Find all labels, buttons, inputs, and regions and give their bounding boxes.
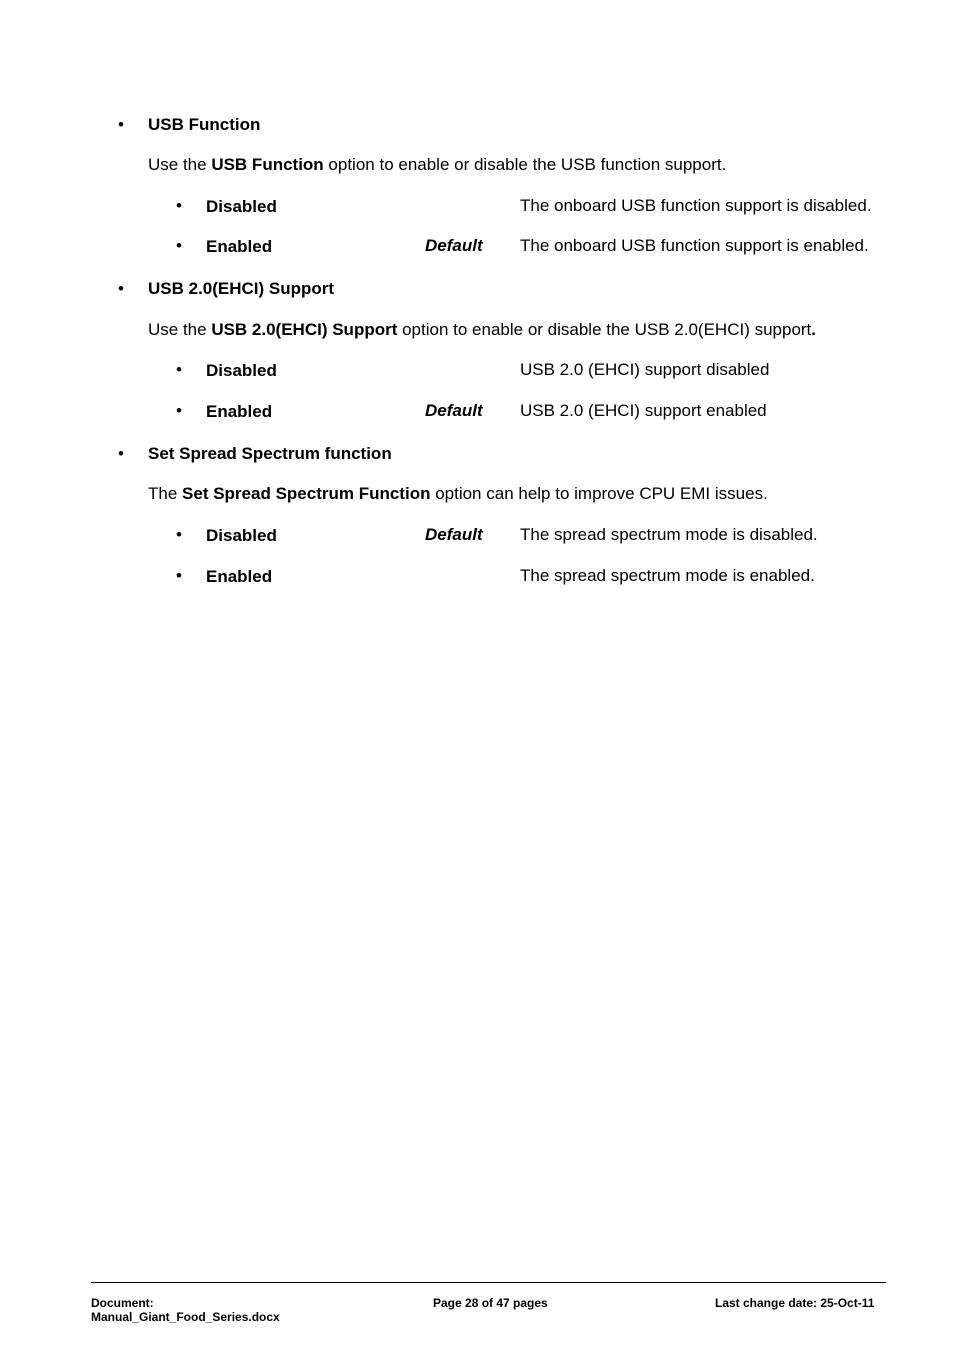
option-row bbox=[0, 360, 954, 382]
section-description bbox=[148, 320, 816, 340]
section-heading-usb-function bbox=[118, 115, 260, 135]
footer-document bbox=[91, 1296, 280, 1324]
bullet-icon: • bbox=[176, 360, 182, 379]
option-description: The onboard USB function support is enabled. bbox=[520, 236, 869, 255]
footer-document-label: Document: bbox=[91, 1296, 154, 1310]
bullet-icon: • bbox=[176, 401, 182, 420]
footer-divider bbox=[91, 1282, 886, 1283]
description-text: Use the bbox=[148, 155, 212, 174]
bullet-icon: • bbox=[176, 236, 182, 255]
option-name: Enabled bbox=[206, 567, 273, 586]
description-bold: . bbox=[811, 320, 817, 339]
option-description: USB 2.0 (EHCI) support disabled bbox=[520, 360, 770, 379]
description-text: option to enable or disable the USB 2.0(EHCI) support bbox=[397, 320, 812, 339]
footer-page-info: Page 28 of 47 pages bbox=[433, 1296, 548, 1310]
option-row bbox=[0, 236, 954, 258]
section-heading-text: USB 2.0(EHCI) Support bbox=[148, 279, 335, 298]
option-name: Disabled bbox=[206, 361, 277, 380]
description-text: option to enable or disable the USB function support. bbox=[323, 155, 727, 174]
option-description: The spread spectrum mode is disabled. bbox=[520, 525, 818, 544]
option-row bbox=[0, 525, 954, 547]
footer-document-name: Manual_Giant_Food_Series.docx bbox=[91, 1310, 280, 1324]
description-bold: USB Function bbox=[211, 155, 324, 174]
option-default: Default bbox=[425, 401, 483, 420]
option-description: USB 2.0 (EHCI) support enabled bbox=[520, 401, 767, 420]
option-row bbox=[0, 566, 954, 588]
description-text: The bbox=[148, 484, 183, 503]
option-row bbox=[0, 401, 954, 423]
description-bold: Set Spread Spectrum Function bbox=[182, 484, 431, 503]
bullet-icon: • bbox=[176, 196, 182, 215]
option-name: Disabled bbox=[206, 197, 277, 216]
section-heading-spread-spectrum bbox=[118, 444, 392, 464]
option-description: The onboard USB function support is disabled. bbox=[520, 196, 872, 215]
option-name: Enabled bbox=[206, 402, 273, 421]
option-row bbox=[0, 196, 954, 218]
section-description bbox=[148, 484, 768, 504]
section-heading-usb-ehci bbox=[118, 279, 334, 299]
bullet-icon: • bbox=[118, 115, 124, 134]
bullet-icon: • bbox=[176, 566, 182, 585]
bullet-icon: • bbox=[118, 444, 124, 463]
option-description: The spread spectrum mode is enabled. bbox=[520, 566, 815, 585]
description-bold: USB 2.0(EHCI) Support bbox=[211, 320, 398, 339]
option-default: Default bbox=[425, 525, 483, 544]
section-heading-text: USB Function bbox=[148, 115, 261, 134]
option-name: Disabled bbox=[206, 526, 277, 545]
option-default: Default bbox=[425, 236, 483, 255]
description-text: Use the bbox=[148, 320, 212, 339]
section-description bbox=[148, 155, 726, 175]
option-name: Enabled bbox=[206, 237, 273, 256]
bullet-icon: • bbox=[176, 525, 182, 544]
description-text: option can help to improve CPU EMI issues. bbox=[430, 484, 768, 503]
bullet-icon: • bbox=[118, 279, 124, 298]
section-heading-text: Set Spread Spectrum function bbox=[148, 444, 392, 463]
footer-last-change: Last change date: 25-Oct-11 bbox=[715, 1296, 875, 1310]
